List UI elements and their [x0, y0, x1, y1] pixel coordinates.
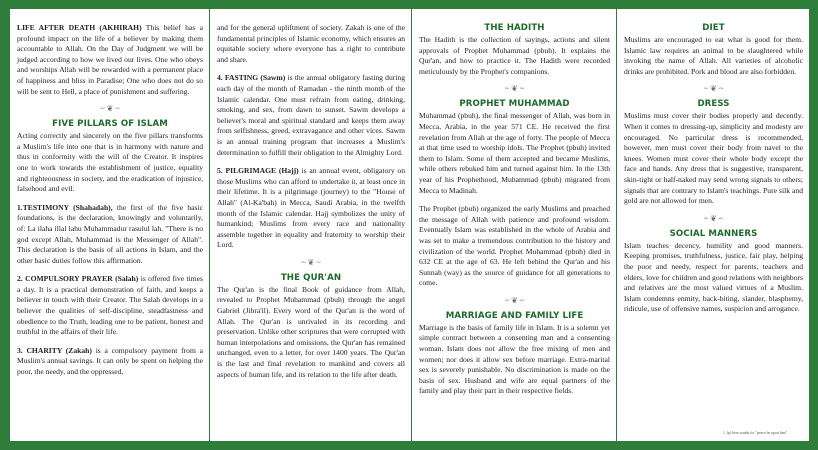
column-3: [411, 9, 616, 441]
afterlife-title: LIFE AFTER DEATH (AKHIRAH): [17, 23, 142, 32]
marriage-text: Marriage is the basis of family life in Islam. It is a solemn yet simple contract between a consenting man and a consenting woman. Islam does not allow the free mixing of men and women; nor does it allow sex before marriage. Extra-marital sex is severely punishable. No discrimination is made on the basis of sex. Husband and wife are equal partners of the family and play their part in their respective fields.: [419, 322, 610, 396]
social-manners-heading: SOCIAL MANNERS: [669, 228, 758, 239]
testimony-text: the first of the five basic foundations, is the declaration, knowingly and voluntarily, of: La ilaha illal lahu Muhammadur rasulul lah. "There is no god except Allah, Muhammad is the Messenger of Allah". This declaration is the basis of all actions in Islam, and the other basic duties follow this affirmation.: [17, 202, 203, 265]
column-4: [616, 9, 809, 441]
charity-title: 3. CHARITY (Zakah): [17, 345, 92, 355]
footnote: 1. (p) here stands for "peace be upon him": [723, 431, 788, 435]
divider-ornament-icon: ~ ❦ ~: [703, 84, 724, 94]
charity-text: is a compulsory payment from a Muslim's annual savings. It can only be spent on helping the poor, the needy, and the oppressed,: [17, 345, 203, 377]
pilgrimage-paragraph: [217, 166, 405, 251]
prayer-paragraph: [17, 274, 203, 338]
column-2: [209, 9, 411, 441]
brochure-sheet: [10, 9, 809, 441]
hadith-text: The Hadith is the collection of sayings, actions and silent approvals of Prophet Muhammad (pbuh). It explains the Qur'an, and how to practice it. The Hadith were recorded meticulously by the Prophet's companions.: [419, 35, 610, 76]
charity-paragraph: [17, 346, 203, 378]
pillars-intro: Acting correctly and sincerely on the five pillars transforms a Muslim's life into one that is in harmony with nature and thus in conformity with the will of the Creator. It inspires one to work towards the establishment of justice, equality and righteousness in society, and the eradication of injustice, falsehood and evil.: [17, 131, 203, 194]
diet-heading: DIET: [702, 23, 725, 33]
prophet-text-2: The Prophet (pbuh) organized the early Muslims and preached the message of Allah with patience and profound wisdom. Eventually Islam was established in the whole of Arabia and was set to make a tremendous contribution to the history and civilization of the world. Prophet Muhammad (pbuh) died in 632 CE at the age of 63. He left behind the Qur'an and his Sunnah (way) as the source of guidance for all generations to come.: [419, 204, 610, 288]
fasting-title: 4. FASTING (Sawm): [217, 73, 286, 83]
pilgrimage-text: is an annual event, obligatory on those Muslims who can afford to undertake it, at least once in their lifetime. It is a pilgrimage (journey) to the "House of Allah" (Al-Ka'bah) in Mecca, Saudi Arabia, in the twelfth month of the Islamic calendar. Hajj symbolizes the unity of humankind; Muslims from every race and nationality assemble together in equality and fraternity to worship their Lord.: [217, 166, 405, 250]
prophet-text-1: Muhammad (pbuh), the final messenger of Allah, was born in Mecca, Arabia, in the year 571 CE. He received the first revelation from Allah at the age of forty. The people of Mecca at that time used to worship idols. The Prophet (pbuh) invited them to Islam. Some of them accepted and became Muslims, while others rebuked him and turned against him. In the 13th year of his Prophethood, Muhammad (pbuh) migrated from Mecca to Madinah.: [419, 111, 610, 195]
divider-ornament-icon: ~ ❦ ~: [100, 104, 120, 114]
quran-heading: THE QUR'AN: [280, 272, 342, 283]
quran-text: The Qur'an is the final Book of guidance from Allah, revealed to Prophet Muhammad (pbuh) through the angel Gabriel (Jibra'il). Every word of the Qur'an is the word of Allah. The Qur'an is unrivaled in its recording and preservation. Unlike other scriptures that were corrupted with human interpolations and omissions, the Qur'an has remained unchanged, even to a letter, for over 1400 years. The Qur'an is the last and final revelation to mankind and covers all aspects of human life, and its relation to the life after death.: [217, 284, 405, 379]
pilgrimage-title: 5. PILGRIMAGE (Hajj): [217, 166, 299, 176]
divider-ornament-icon: ~ ❦ ~: [703, 213, 724, 223]
prayer-text: is offered five times a day. It is a practical demonstration of faith, and keeps a believer in touch with their Creator. The Salah develops in a believer the qualities of self-discipline, steadfastness and obedience to the Truth, leading one to be patient, honest and truthful in the affairs of their life.: [17, 274, 203, 337]
divider-ornament-icon: ~ ❦ ~: [504, 84, 525, 94]
prayer-title: 2. COMPULSORY PRAYER (Salah): [17, 274, 139, 284]
charity-continued: and for the general upliftment of society. Zakah is one of the fundamental principles of Islamic economy, which ensures an equitable society where everyone has a right to contribute and share.: [217, 23, 405, 64]
afterlife-text: This belief has a profound impact on the life of a believer by making them accountable to Allah. On the Day of Judgment we will be judged according to how we lived our lives. One who obeys and worships Allah will be rewarded with a permanent place of happiness and bliss in Paradise; One who does not do so will be sent to Hell, a place of punishment and suffering.: [17, 23, 203, 96]
diet-text: Muslims are encouraged to eat what is good for them. Islamic law requires an animal to be slaughtered while invoking the name of Allah. All varieties of alcoholic drinks are prohibited. Pork and blood are also forbidden.: [624, 35, 803, 76]
hadith-heading: THE HADITH: [484, 23, 545, 33]
testimony-title: 1.TESTIMONY (Shahadah),: [17, 202, 113, 212]
fasting-text: is the annual obligatory fasting during each day of the month of Ramadan - the ninth month of the Islamic calendar. One must refrain from eating, drinking, smoking, and sex, from dawn to sunset. Sawm develops a believer's moral and spiritual standard and keeps them away from selfishness, greed, extravagance and other vices. Sawm is an annual training program that increases a Muslim's determination to fulfill their obligation to the Almighty Lord.: [217, 73, 405, 157]
testimony-paragraph: [17, 203, 203, 267]
dress-heading: DRESS: [697, 99, 730, 110]
divider-ornament-icon: ~ ❦ ~: [301, 257, 321, 267]
divider-ornament-icon: ~ ❦ ~: [504, 295, 525, 305]
marriage-heading: MARRIAGE AND FAMILY LIFE: [445, 310, 584, 321]
prophet-heading: PROPHET MUHAMMAD: [459, 99, 570, 110]
five-pillars-heading: FIVE PILLARS OF ISLAM: [52, 119, 168, 130]
fasting-paragraph: [217, 73, 405, 158]
afterlife-paragraph: [17, 23, 203, 97]
social-manners-text: Islam teaches decency, humility and good manners. Keeping promises, truthfulness, justice, fair play, helping the poor and needy, respect for parents, teachers and elders, love for children and good relations with neighbors and relatives are the most valued virtues of a Muslim. Islam condemns enmity, back-biting, slander, blasphemy, ridicule, use of offensive names, suspicion and arrogance.: [624, 240, 803, 314]
column-1: [10, 9, 209, 441]
dress-text: Muslims must cover their bodies properly and decently. When it comes to dressing-up, simplicity and modesty are encouraged. No particular dress is recommended, however, men must cover their body from navel to the knees. Women must cover their whole body except the face and hands. Any dress that is suggestive, transparent, skin-tight or half-naked may send wrong signals to others; signals that are contrary to Islam's teachings. Pure silk and gold are not allowed for men.: [624, 111, 803, 206]
